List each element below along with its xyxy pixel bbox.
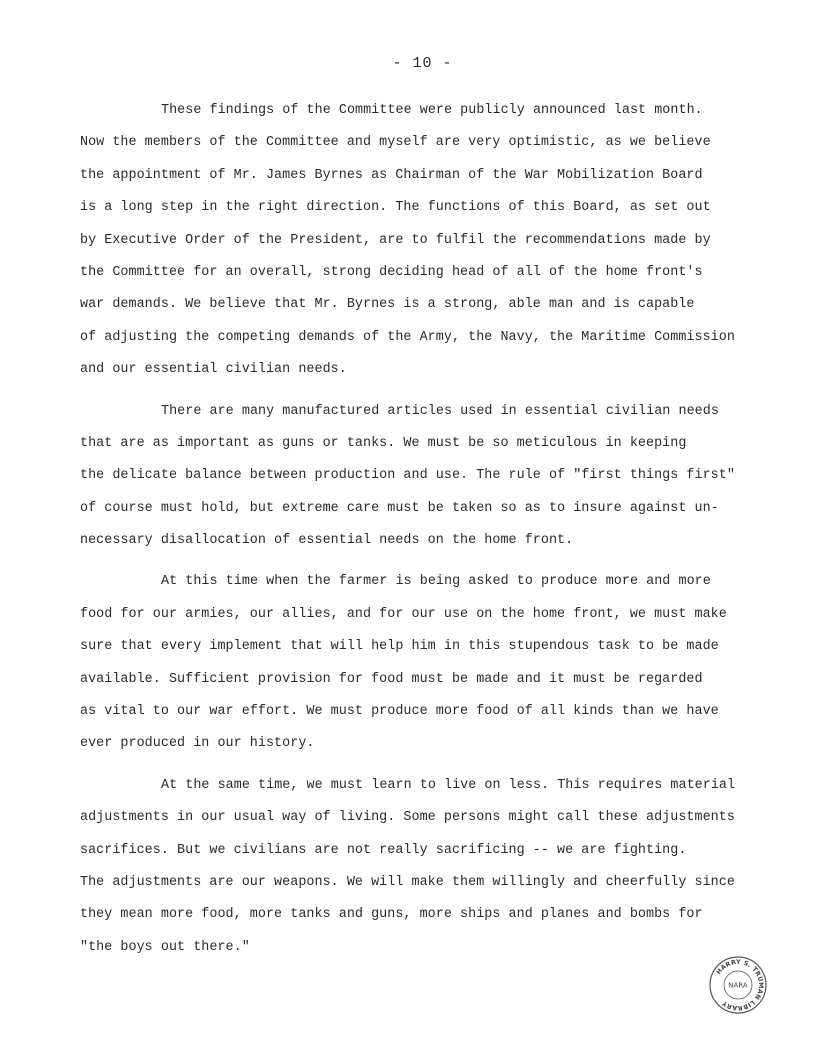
text-line: as vital to our war effort. We must produce more food of all kinds than we have	[80, 704, 719, 720]
page-number: - 10 -	[392, 55, 453, 72]
text-line: of adjusting the competing demands of the Army, the Navy, the Maritime Commission	[80, 329, 735, 345]
text-line: At the same time, we must learn to live on less. This requires material	[161, 777, 736, 793]
text-line: "the boys out there."	[80, 939, 250, 955]
text-line: At this time when the farmer is being asked to produce more and more	[161, 574, 711, 590]
text-line: is a long step in the right direction. The functions of this Board, as set out	[80, 200, 711, 216]
text-line: ever produced in our history.	[80, 736, 315, 752]
text-line: Now the members of the Committee and myself are very optimistic, as we believe	[80, 135, 711, 151]
library-stamp-icon	[708, 955, 768, 1015]
text-line: the Committee for an overall, strong deciding head of all of the home front's	[80, 264, 703, 280]
text-line: The adjustments are our weapons. We will make them willingly and cheerfully since	[80, 874, 735, 890]
svg-text:HARRY S. TRUMAN LIBRARY: HARRY S. TRUMAN LIBRARY	[715, 958, 765, 1012]
text-line: adjustments in our usual way of living. Some persons might call these adjustments	[80, 810, 735, 826]
text-line: necessary disallocation of essential needs on the home front.	[80, 533, 574, 549]
body-text	[80, 95, 750, 964]
text-line: and our essential civilian needs.	[80, 362, 347, 378]
paragraph	[80, 770, 750, 964]
paragraph	[80, 566, 750, 760]
text-line: sacrifices. But we civilians are not really sacrificing -- we are fighting.	[80, 842, 687, 858]
text-line: they mean more food, more tanks and guns, more ships and planes and bombs for	[80, 907, 703, 923]
text-line: There are many manufactured articles used in essential civilian needs	[161, 403, 719, 419]
text-line: These findings of the Committee were publicly announced last month.	[161, 103, 703, 118]
text-line: that are as important as guns or tanks. We must be so meticulous in keeping	[80, 435, 687, 451]
text-line: the delicate balance between production and use. The rule of "first things first"	[80, 468, 735, 484]
text-line: by Executive Order of the President, are to fulfil the recommendations made by	[80, 232, 711, 248]
text-line: sure that every implement that will help him in this stupendous task to be made	[80, 639, 719, 655]
paragraph	[80, 396, 750, 558]
svg-text:NARA: NARA	[728, 981, 748, 990]
text-line: available. Sufficient provision for food must be made and it must be regarded	[80, 671, 703, 687]
paragraph	[80, 95, 750, 387]
text-line: of course must hold, but extreme care must be taken so as to insure against un-	[80, 500, 719, 516]
text-line: food for our armies, our allies, and for our use on the home front, we must make	[80, 606, 727, 622]
text-line: the appointment of Mr. James Byrnes as Chairman of the War Mobilization Board	[80, 167, 703, 183]
text-line: war demands. We believe that Mr. Byrnes is a strong, able man and is capable	[80, 297, 695, 313]
